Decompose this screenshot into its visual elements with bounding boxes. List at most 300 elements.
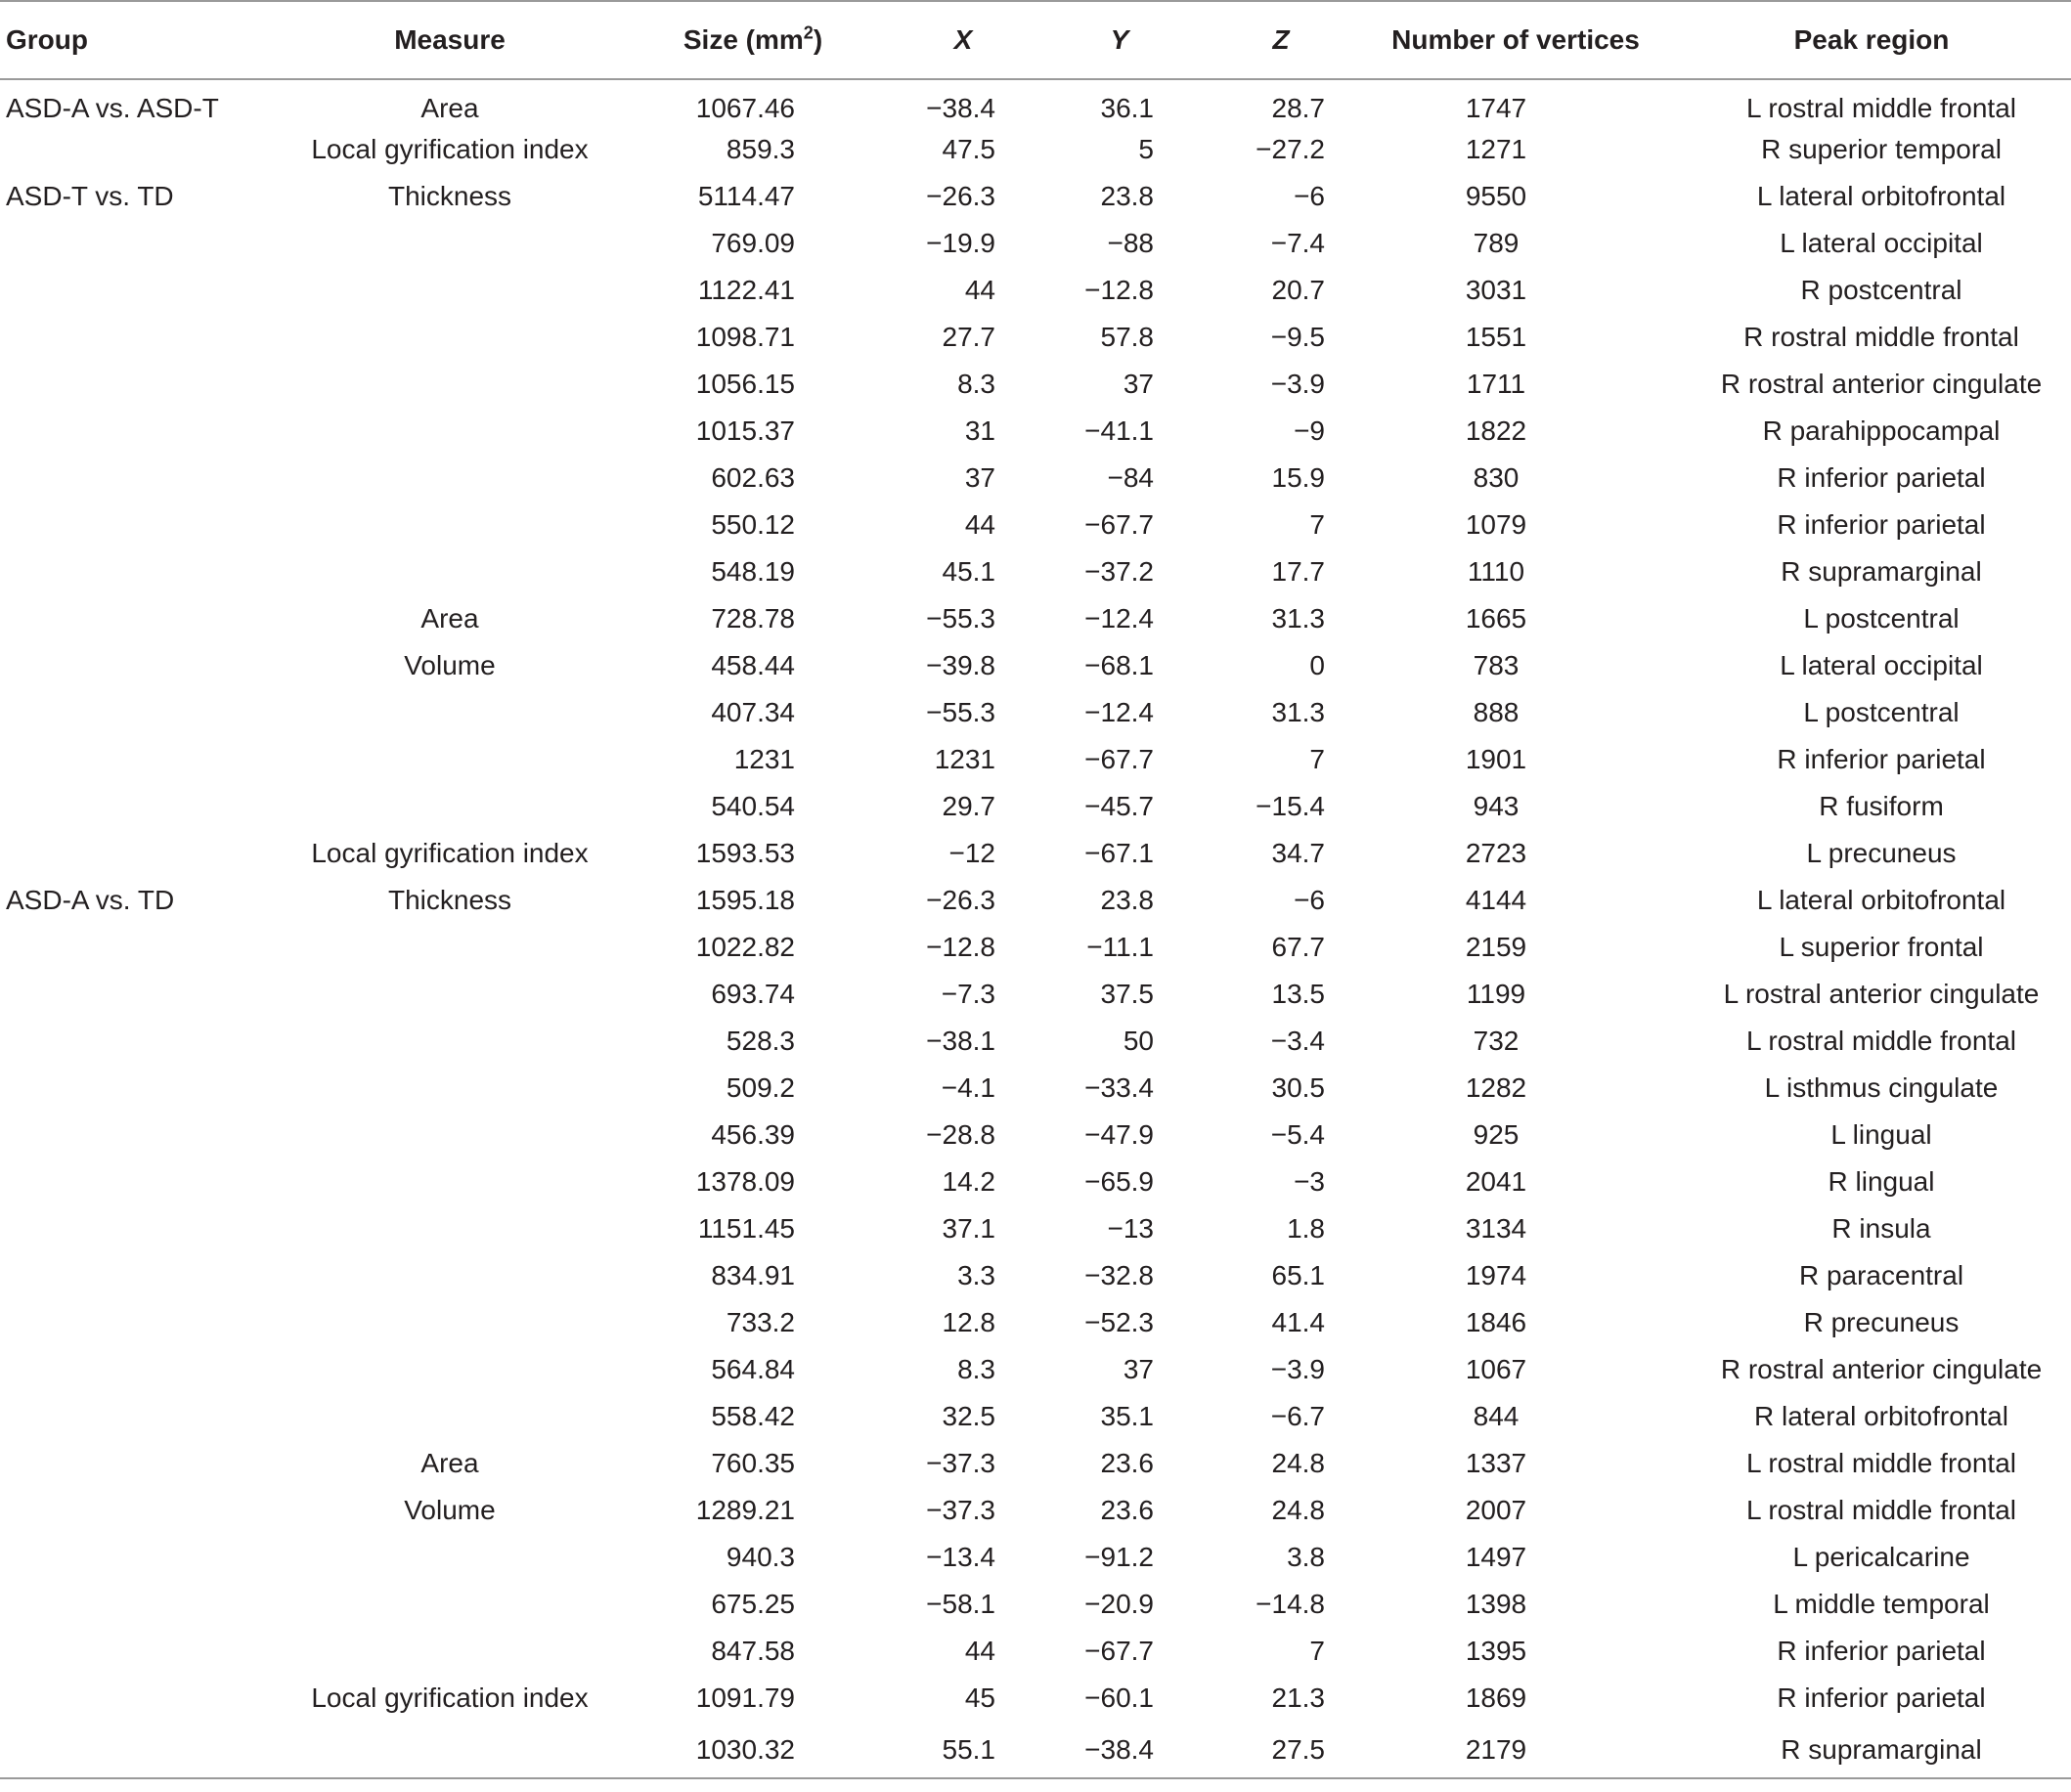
z-cell: −14.8 [1256, 1589, 1325, 1619]
y-cell: −67.7 [1084, 509, 1154, 540]
x-cell: 55.1 [942, 1733, 995, 1765]
x-cell: 31 [964, 415, 995, 446]
vertices-cell: 789 [1473, 228, 1520, 258]
group-cell [0, 1487, 284, 1534]
x-cell: −55.3 [926, 603, 995, 634]
header-measure: Measure [394, 24, 506, 55]
vertices-cell: 2179 [1465, 1733, 1527, 1765]
header-row [0, 1, 2071, 79]
group-cell [0, 502, 284, 548]
table-row [0, 455, 2071, 502]
y-cell: 35.1 [1100, 1401, 1154, 1431]
vertices-cell: 830 [1473, 462, 1520, 493]
x-cell: 37.1 [942, 1213, 995, 1244]
vertices-cell: 4144 [1465, 885, 1527, 915]
z-cell: 13.5 [1271, 979, 1325, 1009]
size-cell: 728.78 [711, 603, 795, 634]
z-cell: −6 [1294, 885, 1325, 915]
size-cell: 1231 [733, 744, 795, 774]
peak-region-cell: R paracentral [1798, 1260, 1964, 1290]
x-cell: −19.9 [926, 228, 995, 258]
peak-region-cell: L lingual [1830, 1119, 1932, 1150]
x-cell: −39.8 [926, 650, 995, 680]
group-cell: ASD-T vs. TD [6, 181, 174, 211]
group-cell [0, 1205, 284, 1252]
group-cell [0, 1440, 284, 1487]
x-cell: −37.3 [926, 1495, 995, 1525]
peak-region-cell: L middle temporal [1773, 1589, 1990, 1619]
x-cell: 45.1 [942, 556, 995, 587]
size-cell: 1378.09 [695, 1166, 795, 1197]
size-cell: 548.19 [711, 556, 795, 587]
vertices-cell: 844 [1473, 1401, 1520, 1431]
measure-cell: Thickness [387, 885, 512, 915]
y-cell: −37.2 [1084, 556, 1154, 587]
y-cell: −67.7 [1084, 1636, 1154, 1666]
measure-cell [284, 1205, 616, 1252]
vertices-cell: 2723 [1465, 838, 1527, 868]
peak-region-cell: L lateral orbitofrontal [1756, 885, 2006, 915]
measure-cell [284, 220, 616, 267]
peak-region-cell: R postcentral [1800, 275, 1962, 305]
peak-region-cell: R fusiform [1819, 791, 1944, 821]
z-cell: −9.5 [1270, 322, 1325, 352]
header-size-close: ) [813, 24, 823, 55]
y-cell: −38.4 [1084, 1733, 1154, 1765]
size-cell: 1593.53 [695, 838, 795, 868]
measure-cell [284, 1112, 616, 1158]
vertices-cell: 3031 [1465, 275, 1527, 305]
x-cell: −58.1 [926, 1589, 995, 1619]
peak-region-cell: R inferior parietal [1777, 1636, 1986, 1666]
size-cell: 834.91 [711, 1260, 795, 1290]
vertices-cell: 2007 [1465, 1495, 1527, 1525]
size-cell: 1098.71 [695, 322, 795, 352]
header-size-label: Size (mm [683, 24, 804, 55]
table-row [0, 1158, 2071, 1205]
table-row [0, 79, 2071, 126]
measure-cell [284, 455, 616, 502]
table-row [0, 783, 2071, 830]
group-cell [0, 595, 284, 642]
vertices-cell: 943 [1473, 791, 1520, 821]
group-cell [0, 1065, 284, 1112]
z-cell: 27.5 [1271, 1733, 1325, 1765]
table-row [0, 1112, 2071, 1158]
y-cell: −84 [1107, 462, 1154, 493]
z-cell: 17.7 [1271, 556, 1325, 587]
measure-cell [284, 1018, 616, 1065]
measure-cell: Area [420, 1448, 479, 1478]
vertices-cell: 783 [1473, 650, 1520, 680]
x-cell: −12 [948, 838, 995, 868]
header-peak-region: Peak region [1793, 24, 1950, 55]
z-cell: −7.4 [1270, 228, 1325, 258]
vertices-cell: 1747 [1465, 92, 1527, 123]
size-cell: 564.84 [711, 1354, 795, 1384]
table-row [0, 595, 2071, 642]
group-cell [0, 1346, 284, 1393]
table-row [0, 1628, 2071, 1675]
y-cell: −67.1 [1084, 838, 1154, 868]
x-cell: 44 [964, 1636, 995, 1666]
group-cell: ASD-A vs. TD [6, 885, 175, 915]
x-cell: −26.3 [926, 885, 995, 915]
group-cell [0, 1018, 284, 1065]
measure-cell [284, 548, 616, 595]
size-cell: 1091.79 [695, 1683, 795, 1713]
x-cell: −37.3 [926, 1448, 995, 1478]
y-cell: 37.5 [1100, 979, 1154, 1009]
peak-region-cell: L rostral anterior cingulate [1723, 979, 2040, 1009]
table-row [0, 173, 2071, 220]
measure-cell [284, 1628, 616, 1675]
y-cell: −45.7 [1084, 791, 1154, 821]
group-cell [0, 642, 284, 689]
x-cell: 29.7 [942, 791, 995, 821]
y-cell: −68.1 [1084, 650, 1154, 680]
z-cell: −6 [1294, 181, 1325, 211]
z-cell: 24.8 [1271, 1495, 1325, 1525]
measure-cell [284, 1158, 616, 1205]
table-row [0, 1393, 2071, 1440]
measure-cell [284, 1299, 616, 1346]
table-row [0, 1675, 2071, 1722]
size-cell: 407.34 [711, 697, 795, 727]
table-body [0, 79, 2071, 1778]
measure-cell: Local gyrification index [311, 134, 589, 164]
table-row [0, 1299, 2071, 1346]
vertices-cell: 1398 [1465, 1589, 1527, 1619]
size-cell: 1056.15 [695, 369, 795, 399]
y-cell: 57.8 [1100, 322, 1154, 352]
peak-region-cell: L precuneus [1806, 838, 1957, 868]
vertices-cell: 1974 [1465, 1260, 1527, 1290]
y-cell: −91.2 [1084, 1542, 1154, 1572]
x-cell: 14.2 [942, 1166, 995, 1197]
table-row [0, 1581, 2071, 1628]
x-cell: −38.1 [926, 1026, 995, 1056]
measure-cell [284, 361, 616, 408]
y-cell: −12.8 [1084, 275, 1154, 305]
y-cell: 37 [1123, 1354, 1154, 1384]
measure-cell [284, 1393, 616, 1440]
z-cell: 21.3 [1271, 1683, 1325, 1713]
x-cell: 12.8 [942, 1307, 995, 1337]
peak-region-cell: R supramarginal [1781, 556, 1982, 587]
x-cell: 32.5 [942, 1401, 995, 1431]
peak-region-cell: R superior temporal [1761, 134, 2002, 164]
y-cell: −65.9 [1084, 1166, 1154, 1197]
peak-region-cell: R lateral orbitofrontal [1754, 1401, 2008, 1431]
peak-region-cell: L rostral middle frontal [1746, 1026, 2016, 1056]
x-cell: 1231 [934, 744, 995, 774]
group-cell [0, 1675, 284, 1722]
z-cell: 7 [1309, 744, 1325, 774]
size-cell: 847.58 [711, 1636, 795, 1666]
measure-cell [284, 1581, 616, 1628]
y-cell: 23.8 [1100, 181, 1154, 211]
group-cell [0, 1112, 284, 1158]
size-cell: 1015.37 [695, 415, 795, 446]
peak-region-cell: L isthmus cingulate [1764, 1072, 1999, 1103]
size-cell: 940.3 [726, 1542, 795, 1572]
peak-region-cell: L lateral occipital [1780, 650, 1983, 680]
vertices-cell: 1497 [1465, 1542, 1527, 1572]
peak-region-cell: L rostral middle frontal [1746, 1448, 2016, 1478]
size-cell: 5114.47 [697, 181, 795, 211]
y-cell: 5 [1138, 134, 1154, 164]
group-cell [0, 408, 284, 455]
y-cell: −12.4 [1084, 697, 1154, 727]
x-cell: −7.3 [941, 979, 995, 1009]
peak-region-cell: R precuneus [1803, 1307, 1960, 1337]
measure-cell: Thickness [387, 181, 512, 211]
x-cell: 3.3 [957, 1260, 995, 1290]
peak-region-cell: L postcentral [1803, 603, 1960, 634]
peak-region-cell: R lingual [1828, 1166, 1935, 1197]
measure-cell: Volume [404, 1495, 496, 1525]
x-cell: −55.3 [926, 697, 995, 727]
table-row [0, 548, 2071, 595]
measure-cell [284, 267, 616, 314]
y-cell: 37 [1123, 369, 1154, 399]
y-cell: −52.3 [1084, 1307, 1154, 1337]
z-cell: 20.7 [1271, 275, 1325, 305]
peak-region-cell: R inferior parietal [1777, 744, 1986, 774]
z-cell: −6.7 [1270, 1401, 1325, 1431]
group-cell [0, 783, 284, 830]
size-cell: 769.09 [711, 228, 795, 258]
measure-cell: Local gyrification index [311, 1683, 589, 1713]
x-cell: −26.3 [926, 181, 995, 211]
group-cell [0, 1158, 284, 1205]
x-cell: −38.4 [926, 92, 995, 123]
measure-cell: Local gyrification index [311, 838, 589, 868]
y-cell: −20.9 [1084, 1589, 1154, 1619]
table-row [0, 408, 2071, 455]
group-cell [0, 1252, 284, 1299]
z-cell: 41.4 [1271, 1307, 1325, 1337]
vertices-cell: 1551 [1465, 322, 1527, 352]
y-cell: −13 [1107, 1213, 1154, 1244]
size-cell: 540.54 [711, 791, 795, 821]
table-row [0, 830, 2071, 877]
peak-region-cell: R rostral anterior cingulate [1720, 1354, 2043, 1384]
vertices-cell: 732 [1473, 1026, 1520, 1056]
peak-region-cell: R supramarginal [1781, 1733, 1982, 1765]
group-cell [0, 689, 284, 736]
table-row [0, 1440, 2071, 1487]
table-row [0, 736, 2071, 783]
y-cell: −32.8 [1084, 1260, 1154, 1290]
vertices-cell: 888 [1473, 697, 1520, 727]
peak-region-cell: L postcentral [1803, 697, 1960, 727]
size-cell: 1067.46 [695, 92, 795, 123]
size-cell: 1595.18 [695, 885, 795, 915]
table-row [0, 971, 2071, 1018]
table-row [0, 924, 2071, 971]
x-cell: −4.1 [941, 1072, 995, 1103]
table-row [0, 1534, 2071, 1581]
z-cell: 34.7 [1271, 838, 1325, 868]
size-cell: 528.3 [726, 1026, 795, 1056]
group-cell [0, 1722, 284, 1778]
measure-cell: Area [420, 603, 479, 634]
table-row [0, 314, 2071, 361]
vertices-cell: 2041 [1465, 1166, 1527, 1197]
vertices-cell: 9550 [1465, 181, 1527, 211]
group-cell [0, 220, 284, 267]
z-cell: 1.8 [1287, 1213, 1325, 1244]
group-cell [0, 455, 284, 502]
z-cell: 30.5 [1271, 1072, 1325, 1103]
vertices-cell: 1079 [1465, 509, 1527, 540]
table-row [0, 502, 2071, 548]
z-cell: 0 [1309, 650, 1325, 680]
vertices-cell: 2159 [1465, 932, 1527, 962]
x-cell: −12.8 [926, 932, 995, 962]
group-cell [0, 971, 284, 1018]
group-cell [0, 1581, 284, 1628]
vertices-cell: 1271 [1465, 134, 1527, 164]
measure-cell [284, 1534, 616, 1581]
peak-region-cell: L lateral occipital [1780, 228, 1983, 258]
peak-region-cell: L rostral middle frontal [1746, 92, 2016, 123]
measure-cell [284, 314, 616, 361]
measure-cell [284, 408, 616, 455]
peak-region-cell: R inferior parietal [1777, 1683, 1986, 1713]
table-row [0, 220, 2071, 267]
z-cell: −3.4 [1270, 1026, 1325, 1056]
table-row [0, 1205, 2071, 1252]
group-cell [0, 1299, 284, 1346]
peak-region-cell: L rostral middle frontal [1746, 1495, 2016, 1525]
y-cell: 23.6 [1100, 1495, 1154, 1525]
peak-region-cell: L lateral orbitofrontal [1756, 181, 2006, 211]
table-row [0, 1346, 2071, 1393]
size-cell: 1022.82 [695, 932, 795, 962]
table-row [0, 267, 2071, 314]
z-cell: 31.3 [1271, 697, 1325, 727]
vertices-cell: 1846 [1465, 1307, 1527, 1337]
peak-region-cell: R inferior parietal [1777, 509, 1986, 540]
measure-cell [284, 1065, 616, 1112]
y-cell: 23.8 [1100, 885, 1154, 915]
y-cell: −12.4 [1084, 603, 1154, 634]
size-cell: 675.25 [711, 1589, 795, 1619]
vertices-cell: 1395 [1465, 1636, 1527, 1666]
table-row [0, 126, 2071, 173]
x-cell: 37 [964, 462, 995, 493]
x-cell: 45 [964, 1683, 995, 1713]
vertices-cell: 1337 [1465, 1448, 1527, 1478]
group-cell [0, 126, 284, 173]
header-z: Z [1272, 24, 1290, 55]
y-cell: 36.1 [1100, 92, 1154, 123]
peak-region-cell: R rostral anterior cingulate [1720, 369, 2043, 399]
y-cell: −60.1 [1084, 1683, 1154, 1713]
size-cell: 760.35 [711, 1448, 795, 1478]
measure-cell: Volume [404, 650, 496, 680]
header-size-superscript: 2 [803, 22, 814, 43]
y-cell: −67.7 [1084, 744, 1154, 774]
vertices-cell: 1822 [1465, 415, 1527, 446]
size-cell: 693.74 [711, 979, 795, 1009]
size-cell: 859.3 [726, 134, 795, 164]
header-y: Y [1110, 24, 1129, 55]
header-size [616, 1, 890, 79]
x-cell: 44 [964, 509, 995, 540]
size-cell: 733.2 [726, 1307, 795, 1337]
x-cell: 8.3 [957, 1354, 995, 1384]
z-cell: −9 [1294, 415, 1325, 446]
vertices-cell: 1282 [1465, 1072, 1527, 1103]
table-row [0, 1722, 2071, 1778]
z-cell: −3.9 [1270, 369, 1325, 399]
size-cell: 458.44 [711, 650, 795, 680]
group-cell [0, 314, 284, 361]
table-row [0, 689, 2071, 736]
vertices-cell: 1665 [1465, 603, 1527, 634]
group-cell [0, 267, 284, 314]
group-cell: ASD-A vs. ASD-T [6, 92, 219, 123]
header-x: X [953, 24, 973, 55]
y-cell: −88 [1107, 228, 1154, 258]
z-cell: 15.9 [1271, 462, 1325, 493]
size-cell: 550.12 [711, 509, 795, 540]
z-cell: −3 [1294, 1166, 1325, 1197]
vertices-cell: 925 [1473, 1119, 1520, 1150]
vertices-cell: 1901 [1465, 744, 1527, 774]
measure-cell: Area [420, 92, 479, 123]
z-cell: 65.1 [1271, 1260, 1325, 1290]
vertices-cell: 1067 [1465, 1354, 1527, 1384]
group-cell [0, 736, 284, 783]
y-cell: 23.6 [1100, 1448, 1154, 1478]
vertices-cell: 1869 [1465, 1683, 1527, 1713]
size-cell: 1030.32 [695, 1733, 795, 1765]
table-row [0, 361, 2071, 408]
group-cell [0, 830, 284, 877]
header-group: Group [6, 24, 88, 55]
table-row [0, 1487, 2071, 1534]
measure-cell [284, 924, 616, 971]
peak-region-cell: R inferior parietal [1777, 462, 1986, 493]
z-cell: 7 [1309, 1636, 1325, 1666]
vertices-cell: 1199 [1466, 979, 1526, 1009]
table-row [0, 1065, 2071, 1112]
x-cell: 47.5 [942, 134, 995, 164]
size-cell: 602.63 [711, 462, 795, 493]
z-cell: 3.8 [1287, 1542, 1325, 1572]
measure-cell [284, 971, 616, 1018]
vertices-cell: 3134 [1465, 1213, 1527, 1244]
z-cell: 31.3 [1271, 603, 1325, 634]
peak-region-cell: R rostral middle frontal [1743, 322, 2019, 352]
group-cell [0, 924, 284, 971]
group-cell [0, 361, 284, 408]
peak-region-cell: R insula [1831, 1213, 1931, 1244]
size-cell: 558.42 [711, 1401, 795, 1431]
group-cell [0, 1393, 284, 1440]
z-cell: −3.9 [1270, 1354, 1325, 1384]
vertices-cell: 1711 [1466, 369, 1526, 399]
size-cell: 1289.21 [695, 1495, 795, 1525]
group-cell [0, 548, 284, 595]
table-row [0, 1252, 2071, 1299]
header-vertices: Number of vertices [1391, 24, 1640, 55]
